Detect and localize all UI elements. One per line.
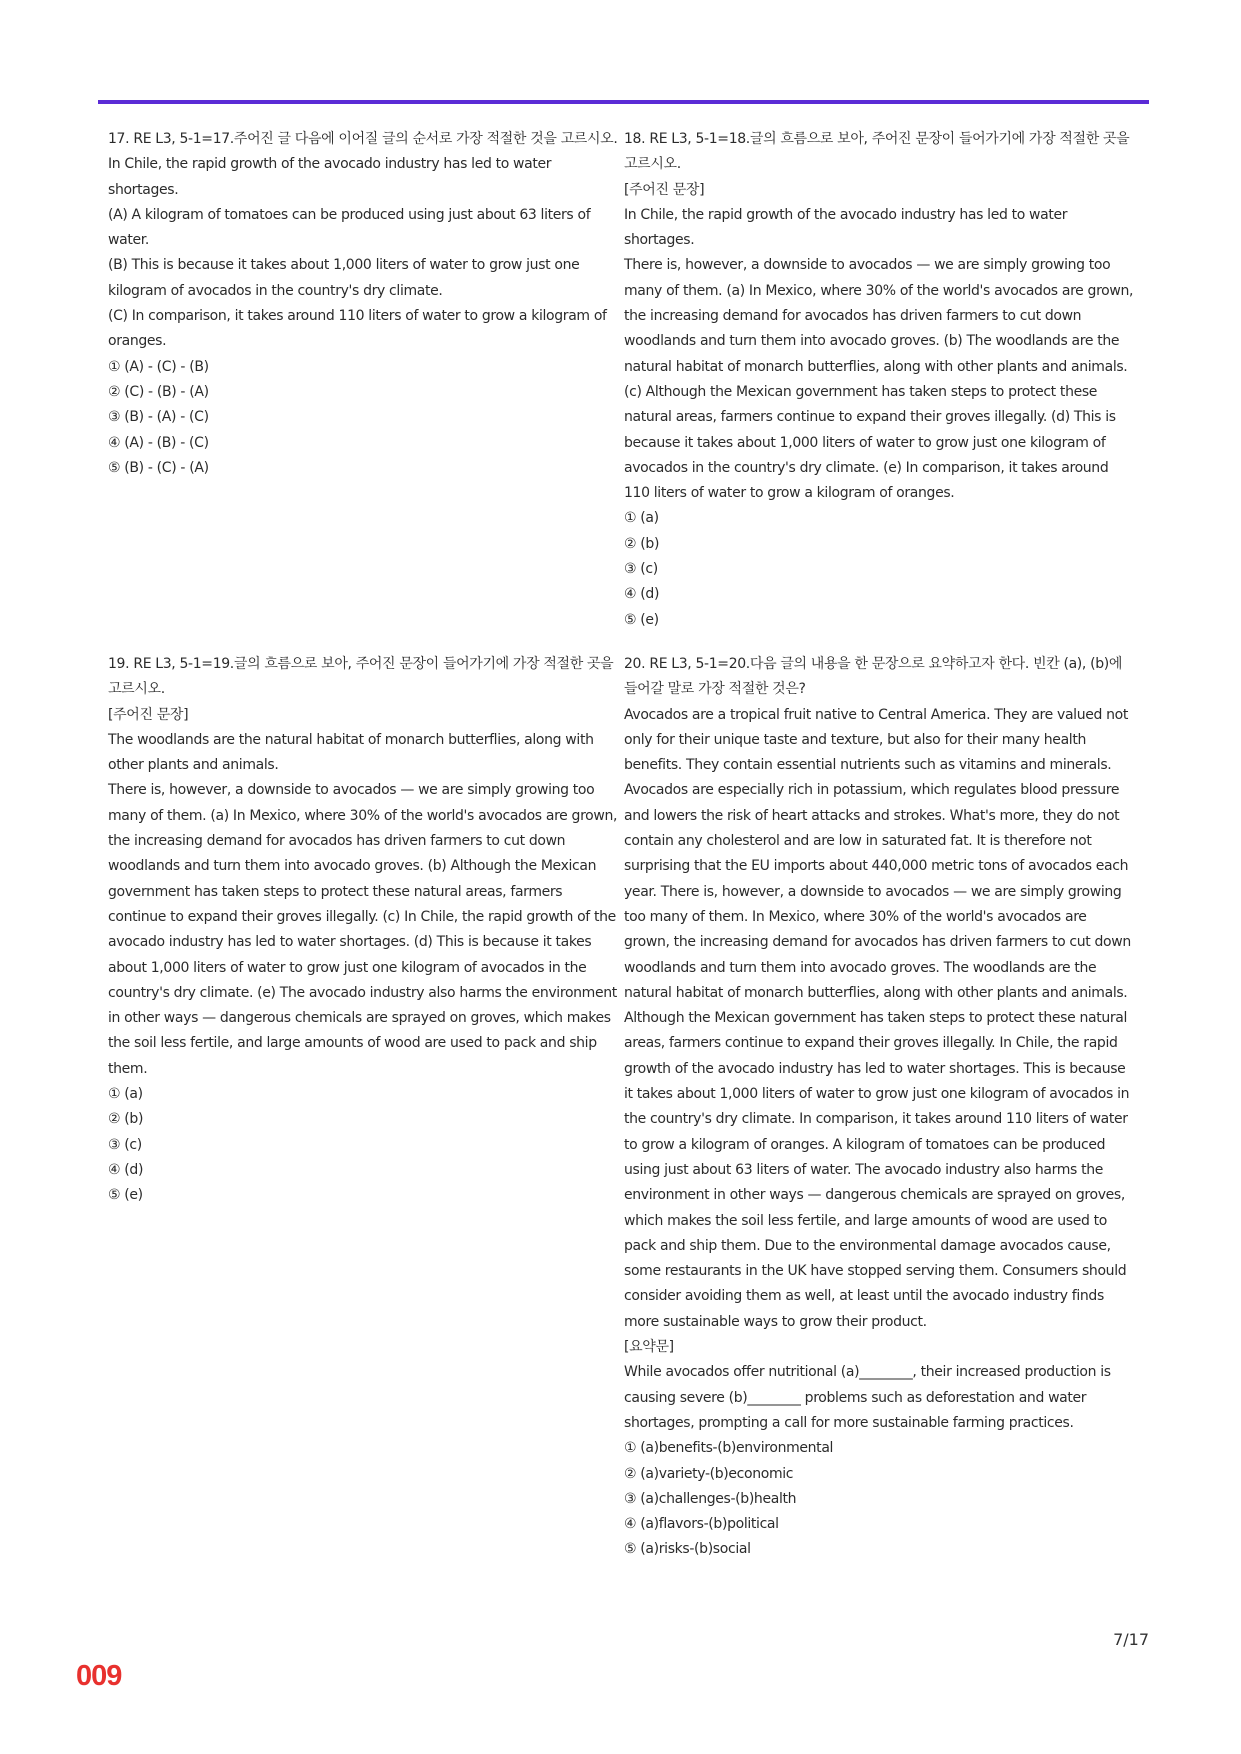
question-header: 18. RE L3, 5-1=18.글의 흐름으로 보아, 주어진 문장이 들어가기에 가장 적절한 곳을 고르시오. xyxy=(624,131,1130,173)
paragraph-b: (B) This is because it takes about 1,000 liters of water to grow just one kilogram of avocados in the country's dry climate. xyxy=(108,257,580,299)
header-rule xyxy=(98,100,1149,104)
given-sentence-label: [주어진 문장] xyxy=(624,181,705,198)
option-4[interactable]: ④ (a)flavors-(b)political xyxy=(624,1516,779,1533)
question-header: 17. RE L3, 5-1=17.주어진 글 다음에 이어질 글의 순서로 가장 적절한 것을 고르시오. xyxy=(108,131,618,147)
option-2[interactable]: ② (b) xyxy=(624,535,660,552)
passage: There is, however, a downside to avocados — we are simply growing too many of them. (a) In Mexico, where 30% of the world's avocados are grown, the increasing demand for avocados has driven farmers to cut down woodlands and turn them into avocado groves. (b) The woodlands are the natural habitat of monarch butterflies, along with other plants and animals. (c) Although the Mexican government has taken steps to protect these natural areas, farmers continue to expand their groves illegally. (d) This is because it takes about 1,000 liters of water to grow just one kilogram of avocados in the country's dry climate. (e) In comparison, it takes around 110 liters of water to grow a kilogram of oranges. xyxy=(624,257,1134,502)
option-2[interactable]: ② (b) xyxy=(108,1111,144,1128)
given-sentence-label: [주어진 문장] xyxy=(108,706,189,723)
paragraph-c: (C) In comparison, it takes around 110 liters of water to grow a kilogram of oranges. xyxy=(108,308,607,350)
summary-label: [요약문] xyxy=(624,1339,674,1356)
option-1[interactable]: ① (a) xyxy=(624,510,659,527)
paragraph-a: (A) A kilogram of tomatoes can be produced using just about 63 liters of water. xyxy=(108,206,591,249)
option-5[interactable]: ⑤ (B) - (C) - (A) xyxy=(108,459,209,476)
option-3[interactable]: ③ (B) - (A) - (C) xyxy=(108,409,209,426)
question-20 xyxy=(624,652,1136,1563)
option-5[interactable]: ⑤ (e) xyxy=(624,611,659,628)
given-sentence: In Chile, the rapid growth of the avocado industry has led to water shortages. xyxy=(624,206,1068,249)
passage: There is, however, a downside to avocados — we are simply growing too many of them. (a) In Mexico, where 30% of the world's avocados are grown, the increasing demand for avocados has driven farmers to cut down woodlands and turn them into avocado groves. (b) Although the Mexican government has taken steps to protect these natural areas, farmers continue to expand their groves illegally. (c) In Chile, the rapid growth of the avocado industry has led to water shortages. (d) This is because it takes about 1,000 liters of water to grow just one kilogram of avocados in the country's dry climate. (e) The avocado industry also harms the environment in other ways — dangerous chemicals are sprayed on groves, which makes the soil less fertile, and large amounts of wood are used to pack and ship them. xyxy=(108,782,618,1077)
page-number: 7/17 xyxy=(1113,1630,1149,1649)
option-5[interactable]: ⑤ (e) xyxy=(108,1187,143,1204)
option-4[interactable]: ④ (d) xyxy=(108,1161,144,1178)
option-4[interactable]: ④ (A) - (B) - (C) xyxy=(108,434,209,451)
option-1[interactable]: ① (a)benefits-(b)environmental xyxy=(624,1440,834,1457)
option-1[interactable]: ① (A) - (C) - (B) xyxy=(108,358,209,375)
question-header: 19. RE L3, 5-1=19.글의 흐름으로 보아, 주어진 문장이 들어가기에 가장 적절한 곳을 고르시오. xyxy=(108,656,614,698)
given-sentence: The woodlands are the natural habitat of monarch butterflies, along with other plants and animals. xyxy=(108,731,594,774)
question-18 xyxy=(624,127,1136,633)
option-3[interactable]: ③ (c) xyxy=(624,561,658,578)
question-header: 20. RE L3, 5-1=20.다음 글의 내용을 한 문장으로 요약하고자 한다. 빈칸 (a), (b)에 들어갈 말로 가장 적절한 것은? xyxy=(624,656,1123,698)
question-17 xyxy=(108,127,620,481)
option-1[interactable]: ① (a) xyxy=(108,1086,143,1103)
option-3[interactable]: ③ (c) xyxy=(108,1136,142,1153)
option-3[interactable]: ③ (a)challenges-(b)health xyxy=(624,1490,797,1507)
option-4[interactable]: ④ (d) xyxy=(624,586,660,603)
option-2[interactable]: ② (C) - (B) - (A) xyxy=(108,383,209,400)
option-2[interactable]: ② (a)variety-(b)economic xyxy=(624,1465,794,1482)
option-5[interactable]: ⑤ (a)risks-(b)social xyxy=(624,1541,751,1558)
given-sentence: In Chile, the rapid growth of the avocado industry has led to water shortages. xyxy=(108,156,552,198)
document-code: 009 xyxy=(76,1660,122,1692)
passage: Avocados are a tropical fruit native to Central America. They are valued not only for their unique taste and texture, but also for their many health benefits. They contain essential nutrients such as vitamins and minerals. Avocados are especially rich in potassium, which regulates blood pressure and lowers the risk of heart attacks and strokes. What's more, they do not contain any cholesterol and are low in saturated fat. It is therefore not surprising that the EU imports about 440,000 metric tons of avocados each year. There is, however, a downside to avocados — we are simply growing too many of them. In Mexico, where 30% of the world's avocados are grown, the increasing demand for avocados has driven farmers to cut down woodlands and turn them into avocado groves. The woodlands are the natural habitat of monarch butterflies, along with other plants and animals. Although the Mexican government has taken steps to protect these natural areas, farmers continue to expand their groves illegally. In Chile, the rapid growth of the avocado industry has led to water shortages. This is because it takes about 1,000 liters of water to grow just one kilogram of avocados in the country's dry climate. In comparison, it takes around 110 liters of water to grow a kilogram of oranges. A kilogram of tomatoes can be produced using just about 63 liters of water. The avocado industry also harms the environment in other ways — dangerous chemicals are sprayed on groves, which makes the soil less fertile, and large amounts of wood are used to pack and ship them. Due to the environmental damage avocados cause, some restaurants in the UK have stopped serving them. Consumers should consider avoiding them as well, at least until the avocado industry finds more sustainable ways to grow their product. xyxy=(624,706,1131,1330)
summary-sentence: While avocados offer nutritional (a)________, their increased production is causing severe (b)________ problems such as deforestation and water shortages, prompting a call for more sustainable farming practices. xyxy=(624,1364,1111,1431)
question-19 xyxy=(108,652,620,1209)
